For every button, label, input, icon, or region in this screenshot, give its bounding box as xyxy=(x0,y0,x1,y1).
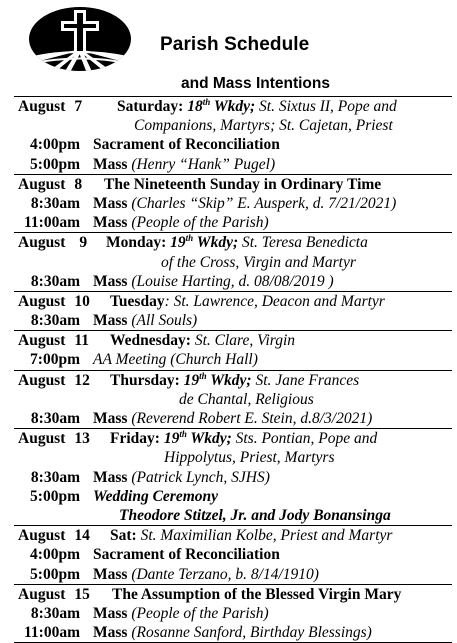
schedule-item: 5:00pm Mass (Dante Terzano, b. 8/14/1910) xyxy=(30,565,319,583)
schedule-item: 4:00pm Sacrament of Reconciliation xyxy=(30,136,280,154)
entry-heading-continued: of the Cross, Virgin and Martyr xyxy=(161,253,356,271)
entry-date: August 12 xyxy=(18,371,90,389)
entry-date: August 9 xyxy=(18,234,88,252)
entry-date: August 8 xyxy=(18,175,83,193)
entry-heading-continued: Companions, Martyrs; St. Cajetan, Priest xyxy=(134,117,393,135)
schedule-item: 8:30am Mass (Patrick Lynch, SJHS) xyxy=(30,468,270,486)
schedule-item: 7:00pm AA Meeting (Church Hall) xyxy=(30,351,258,369)
entry-heading-continued: de Chantal, Religious xyxy=(179,390,314,408)
entry-heading-continued: Hippolytus, Priest, Martyrs xyxy=(164,449,335,467)
church-cross-logo-icon xyxy=(28,6,132,72)
schedule-entry xyxy=(14,525,452,584)
schedule-entry xyxy=(14,584,452,643)
schedule-item: 8:30am Mass (Reverend Robert E. Stein, d.8/3/2021) xyxy=(30,410,373,427)
entry-date: August 14 xyxy=(18,527,90,545)
wedding-couple: Theodore Stitzel, Jr. and Jody Bonansinga xyxy=(119,506,391,524)
entry-heading: Tuesday: St. Lawrence, Deacon and Martyr xyxy=(110,292,385,310)
entry-heading: The Assumption of the Blessed Virgin Mary xyxy=(112,585,402,603)
schedule-item: 5:00pm Mass (Henry “Hank” Pugel) xyxy=(30,155,276,173)
schedule-entry xyxy=(14,370,452,429)
schedule-item: 11:00am Mass (Rosanne Sanford, Birthday Blessings) xyxy=(24,624,372,642)
schedule-item: 5:00pm Wedding Ceremony xyxy=(30,487,218,505)
entry-date: August 11 xyxy=(18,332,90,350)
entry-heading: The Nineteenth Sunday in Ordinary Time xyxy=(104,175,382,193)
schedule-list xyxy=(14,96,452,643)
schedule-entry xyxy=(14,330,452,369)
entry-heading: Monday: 19th Wkdy; St. Teresa Benedicta xyxy=(106,233,368,252)
entry-heading: Wednesday: St. Clare, Virgin xyxy=(110,332,296,350)
entry-heading: Thursday: 19th Wkdy; St. Jane Frances xyxy=(110,370,360,389)
entry-date: August 7 xyxy=(18,98,83,115)
entry-date: August 10 xyxy=(18,292,90,310)
schedule-entry xyxy=(14,291,452,330)
schedule-entry xyxy=(14,174,452,233)
entry-heading: Sat: St. Maximilian Kolbe, Priest and Martyr xyxy=(110,527,393,545)
header xyxy=(0,0,457,96)
page-subtitle: and Mass Intentions xyxy=(181,75,330,92)
schedule-item: 8:30am Mass (Charles “Skip” E. Ausperk, d. 7/21/2021) xyxy=(30,194,397,212)
entry-date: August 15 xyxy=(18,585,90,603)
schedule-item: 8:30am Mass (All Souls) xyxy=(30,312,198,330)
schedule-item: 8:30am Mass (People of the Parish) xyxy=(30,604,269,622)
entry-date: August 13 xyxy=(18,430,90,448)
schedule-item: 8:30am Mass (Louise Harting, d. 08/08/2019 ) xyxy=(30,272,334,290)
schedule-entry xyxy=(14,232,452,291)
schedule-item: 4:00pm Sacrament of Reconciliation xyxy=(30,546,280,564)
entry-heading: Friday: 19th Wkdy; Sts. Pontian, Pope and xyxy=(110,429,378,448)
schedule-entry xyxy=(14,428,452,525)
page-title: Parish Schedule xyxy=(160,34,310,55)
entry-heading: Saturday: 18th Wkdy; St. Sixtus II, Pope and xyxy=(117,97,397,115)
schedule-item: 11:00am Mass (People of the Parish) xyxy=(24,214,269,232)
schedule-entry xyxy=(14,96,452,174)
